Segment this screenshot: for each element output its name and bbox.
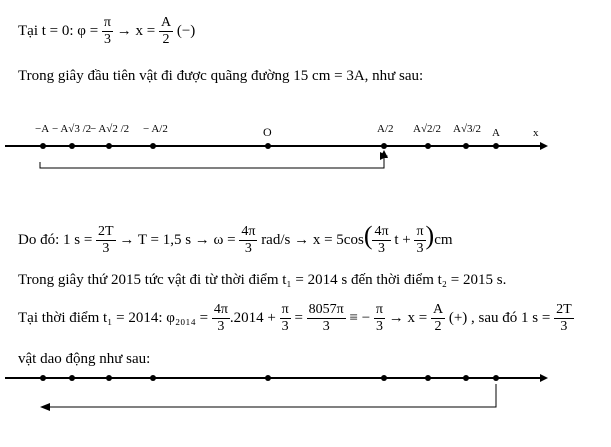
tick-a-sqrt2-2: A√2/2: [413, 123, 442, 135]
line-period: Do đó: 1 s = $\frac{2T}{3}$ → T = 1,5 s → ω = $\frac{4\pi}{3}$ rad/s → x = 5cos( $\frac{4\pi}{3}$ t + $\frac{\pi}{3}$ )cm: [18, 220, 453, 256]
text-prefix: Tại t = 0:: [18, 22, 74, 39]
axis-x-label: x: [533, 127, 539, 139]
fraction-pi-over-3: $\frac{\pi}{3}$: [103, 15, 111, 47]
line-phase-2014: Tại thời điểm t₁ = 2014: φ₂₀₁₄ = $\frac{4\pi}{3}$ .2014 + $\frac{\pi}{3}$ = $\frac{8057\pi}{3}$ ≡ − $\frac{\pi}{3}$ → x = $\frac{A}{2}$ (+) , sau đó 1 s = $\frac{2T}{3}$: [18, 302, 572, 334]
tick-minus-a: −A: [35, 123, 50, 135]
axis-diagram-1: [0, 104, 611, 199]
line-oscillates: vật dao động như sau:: [18, 351, 151, 367]
line-second-2015: Trong giây thứ 2015 tức vật đi từ thời điểm t₁ = 2014 s đến thời điểm t₂ = 2015 s.: [18, 272, 507, 288]
text-sign: (−): [176, 22, 196, 39]
tick-minus-a-sqrt2-2: − A√2 /2: [90, 123, 130, 135]
tick-minus-a-2: − A/2: [143, 123, 168, 135]
tick-a: A: [492, 127, 500, 139]
axis-diagram-2: [0, 365, 611, 445]
line-initial-condition: [18, 15, 195, 48]
fraction-a-over-2: $\frac{A}{2}$: [160, 15, 172, 47]
tick-a-sqrt3-2: A√3/2: [453, 123, 482, 135]
text-phi: φ =: [77, 22, 99, 39]
tick-origin: O: [263, 125, 272, 139]
text-arrow-x: → x =: [116, 22, 156, 39]
line-first-second: Trong giây đầu tiên vật đi được quãng đường 15 cm = 3A, như sau:: [18, 68, 424, 84]
tick-minus-a-sqrt3-2: − A√3 /2: [52, 123, 92, 135]
tick-a-2: A/2: [377, 123, 394, 135]
